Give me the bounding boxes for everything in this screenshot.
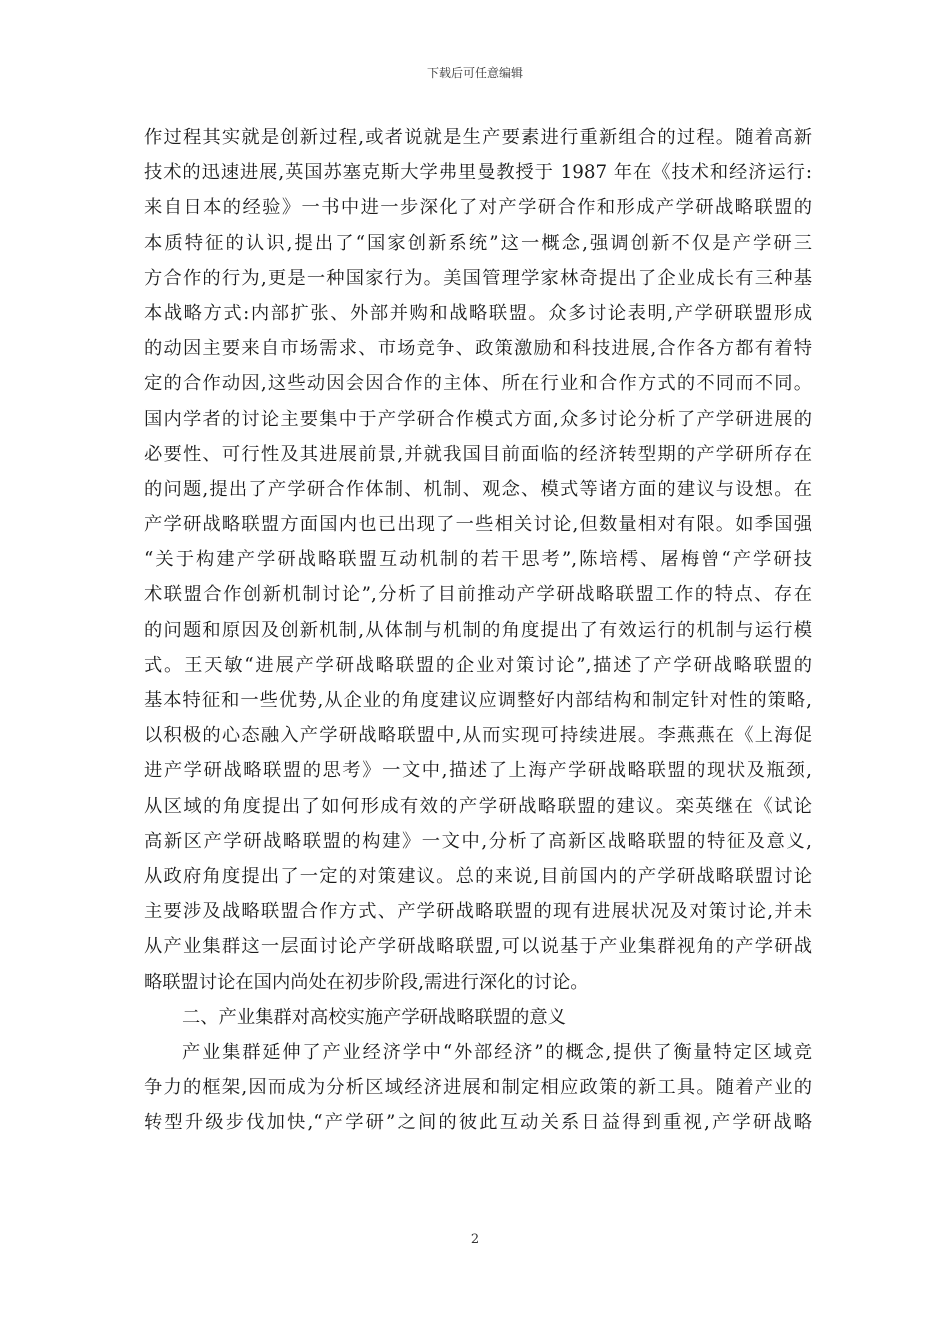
text-line: 术联盟合作创新机制讨论”,分析了目前推动产学研战略联盟工作的特点、存在 bbox=[144, 584, 812, 606]
paragraph-2 bbox=[144, 1035, 812, 1141]
text-line: 作过程其实就是创新过程,或者说就是生产要素进行重新组合的过程。随着高新 bbox=[144, 127, 812, 148]
text-line: 国内学者的讨论主要集中于产学研合作模式方面,众多讨论分析了产学研进展的 bbox=[144, 408, 812, 430]
text-line: 略联盟讨论在国内尚处在初步阶段,需进行深化的讨论。 bbox=[144, 971, 589, 993]
text-line: 方合作的行为,更是一种国家行为。美国管理学家林奇提出了企业成长有三种基 bbox=[144, 267, 812, 289]
text-line: “关于构建产学研战略联盟互动机制的若干思考”,陈培樗、屠梅曾“产学研技 bbox=[144, 549, 812, 571]
text-line: 技术的迅速进展,英国苏塞克斯大学弗里曼教授于 1987 年在《技术和经济运行: bbox=[144, 162, 812, 184]
paragraph-1 bbox=[144, 120, 812, 1000]
page-body bbox=[144, 120, 812, 1140]
text-line: 进产学研战略联盟的思考》一文中,描述了上海产学研战略联盟的现状及瓶颈, bbox=[144, 760, 812, 782]
text-line: 基本特征和一些优势,从企业的角度建议应调整好内部结构和制定针对性的策略, bbox=[144, 690, 812, 711]
page-header: 下载后可任意编辑 bbox=[426, 66, 523, 80]
text-line: 主要涉及战略联盟合作方式、产学研战略联盟的现有进展状况及对策讨论,并未 bbox=[144, 901, 812, 923]
text-line: 高新区产学研战略联盟的构建》一文中,分析了高新区战略联盟的特征及意义, bbox=[144, 830, 812, 852]
page-number: 2 bbox=[470, 1232, 480, 1247]
text-line: 的动因主要来自市场需求、市场竞争、政策激励和科技进展,合作各方都有着特 bbox=[144, 338, 812, 360]
text-line: 定的合作动因,这些动因会因合作的主体、所在行业和合作方式的不同而不同。 bbox=[144, 373, 812, 395]
text-line: 本质特征的认识,提出了“国家创新系统”这一概念,强调创新不仅是产学研三 bbox=[144, 232, 812, 254]
text-line: 本战略方式:内部扩张、外部并购和战略联盟。众多讨论表明,产学研联盟形成 bbox=[144, 302, 812, 324]
text-line: 争力的框架,因而成为分析区域经济进展和制定相应政策的新工具。随着产业的 bbox=[144, 1077, 812, 1099]
text-line: 以积极的心态融入产学研战略联盟中,从而实现可持续进展。李燕燕在《上海促 bbox=[144, 725, 812, 747]
text-line: 从政府角度提出了一定的对策建议。总的来说,目前国内的产学研战略联盟讨论 bbox=[144, 865, 812, 887]
text-line: 的问题,提出了产学研合作体制、机制、观念、模式等诸方面的建议与设想。在 bbox=[144, 478, 812, 500]
text-line: 转型升级步伐加快,“产学研”之间的彼此互动关系日益得到重视,产学研战略 bbox=[144, 1112, 812, 1134]
text-line: 式。王天敏“进展产学研战略联盟的企业对策讨论”,描述了产学研战略联盟的 bbox=[144, 654, 812, 676]
section-heading: 二、产业集群对高校实施产学研战略联盟的意义 bbox=[182, 1006, 566, 1028]
text-line: 从区域的角度提出了如何形成有效的产学研战略联盟的建议。栾英继在《试论 bbox=[144, 795, 812, 817]
text-line: 从产业集群这一层面讨论产学研战略联盟,可以说基于产业集群视角的产学研战 bbox=[144, 936, 812, 958]
text-line: 必要性、可行性及其进展前景,并就我国目前面临的经济转型期的产学研所存在 bbox=[144, 443, 812, 465]
text-line: 来自日本的经验》一书中进一步深化了对产学研合作和形成产学研战略联盟的 bbox=[144, 197, 812, 219]
text-line: 产学研战略联盟方面国内也已出现了一些相关讨论,但数量相对有限。如季国强 bbox=[144, 514, 812, 536]
text-line: 的问题和原因及创新机制,从体制与机制的角度提出了有效运行的机制与运行模 bbox=[144, 619, 812, 641]
text-line: 产业集群延伸了产业经济学中“外部经济”的概念,提供了衡量特定区域竞 bbox=[182, 1041, 812, 1063]
